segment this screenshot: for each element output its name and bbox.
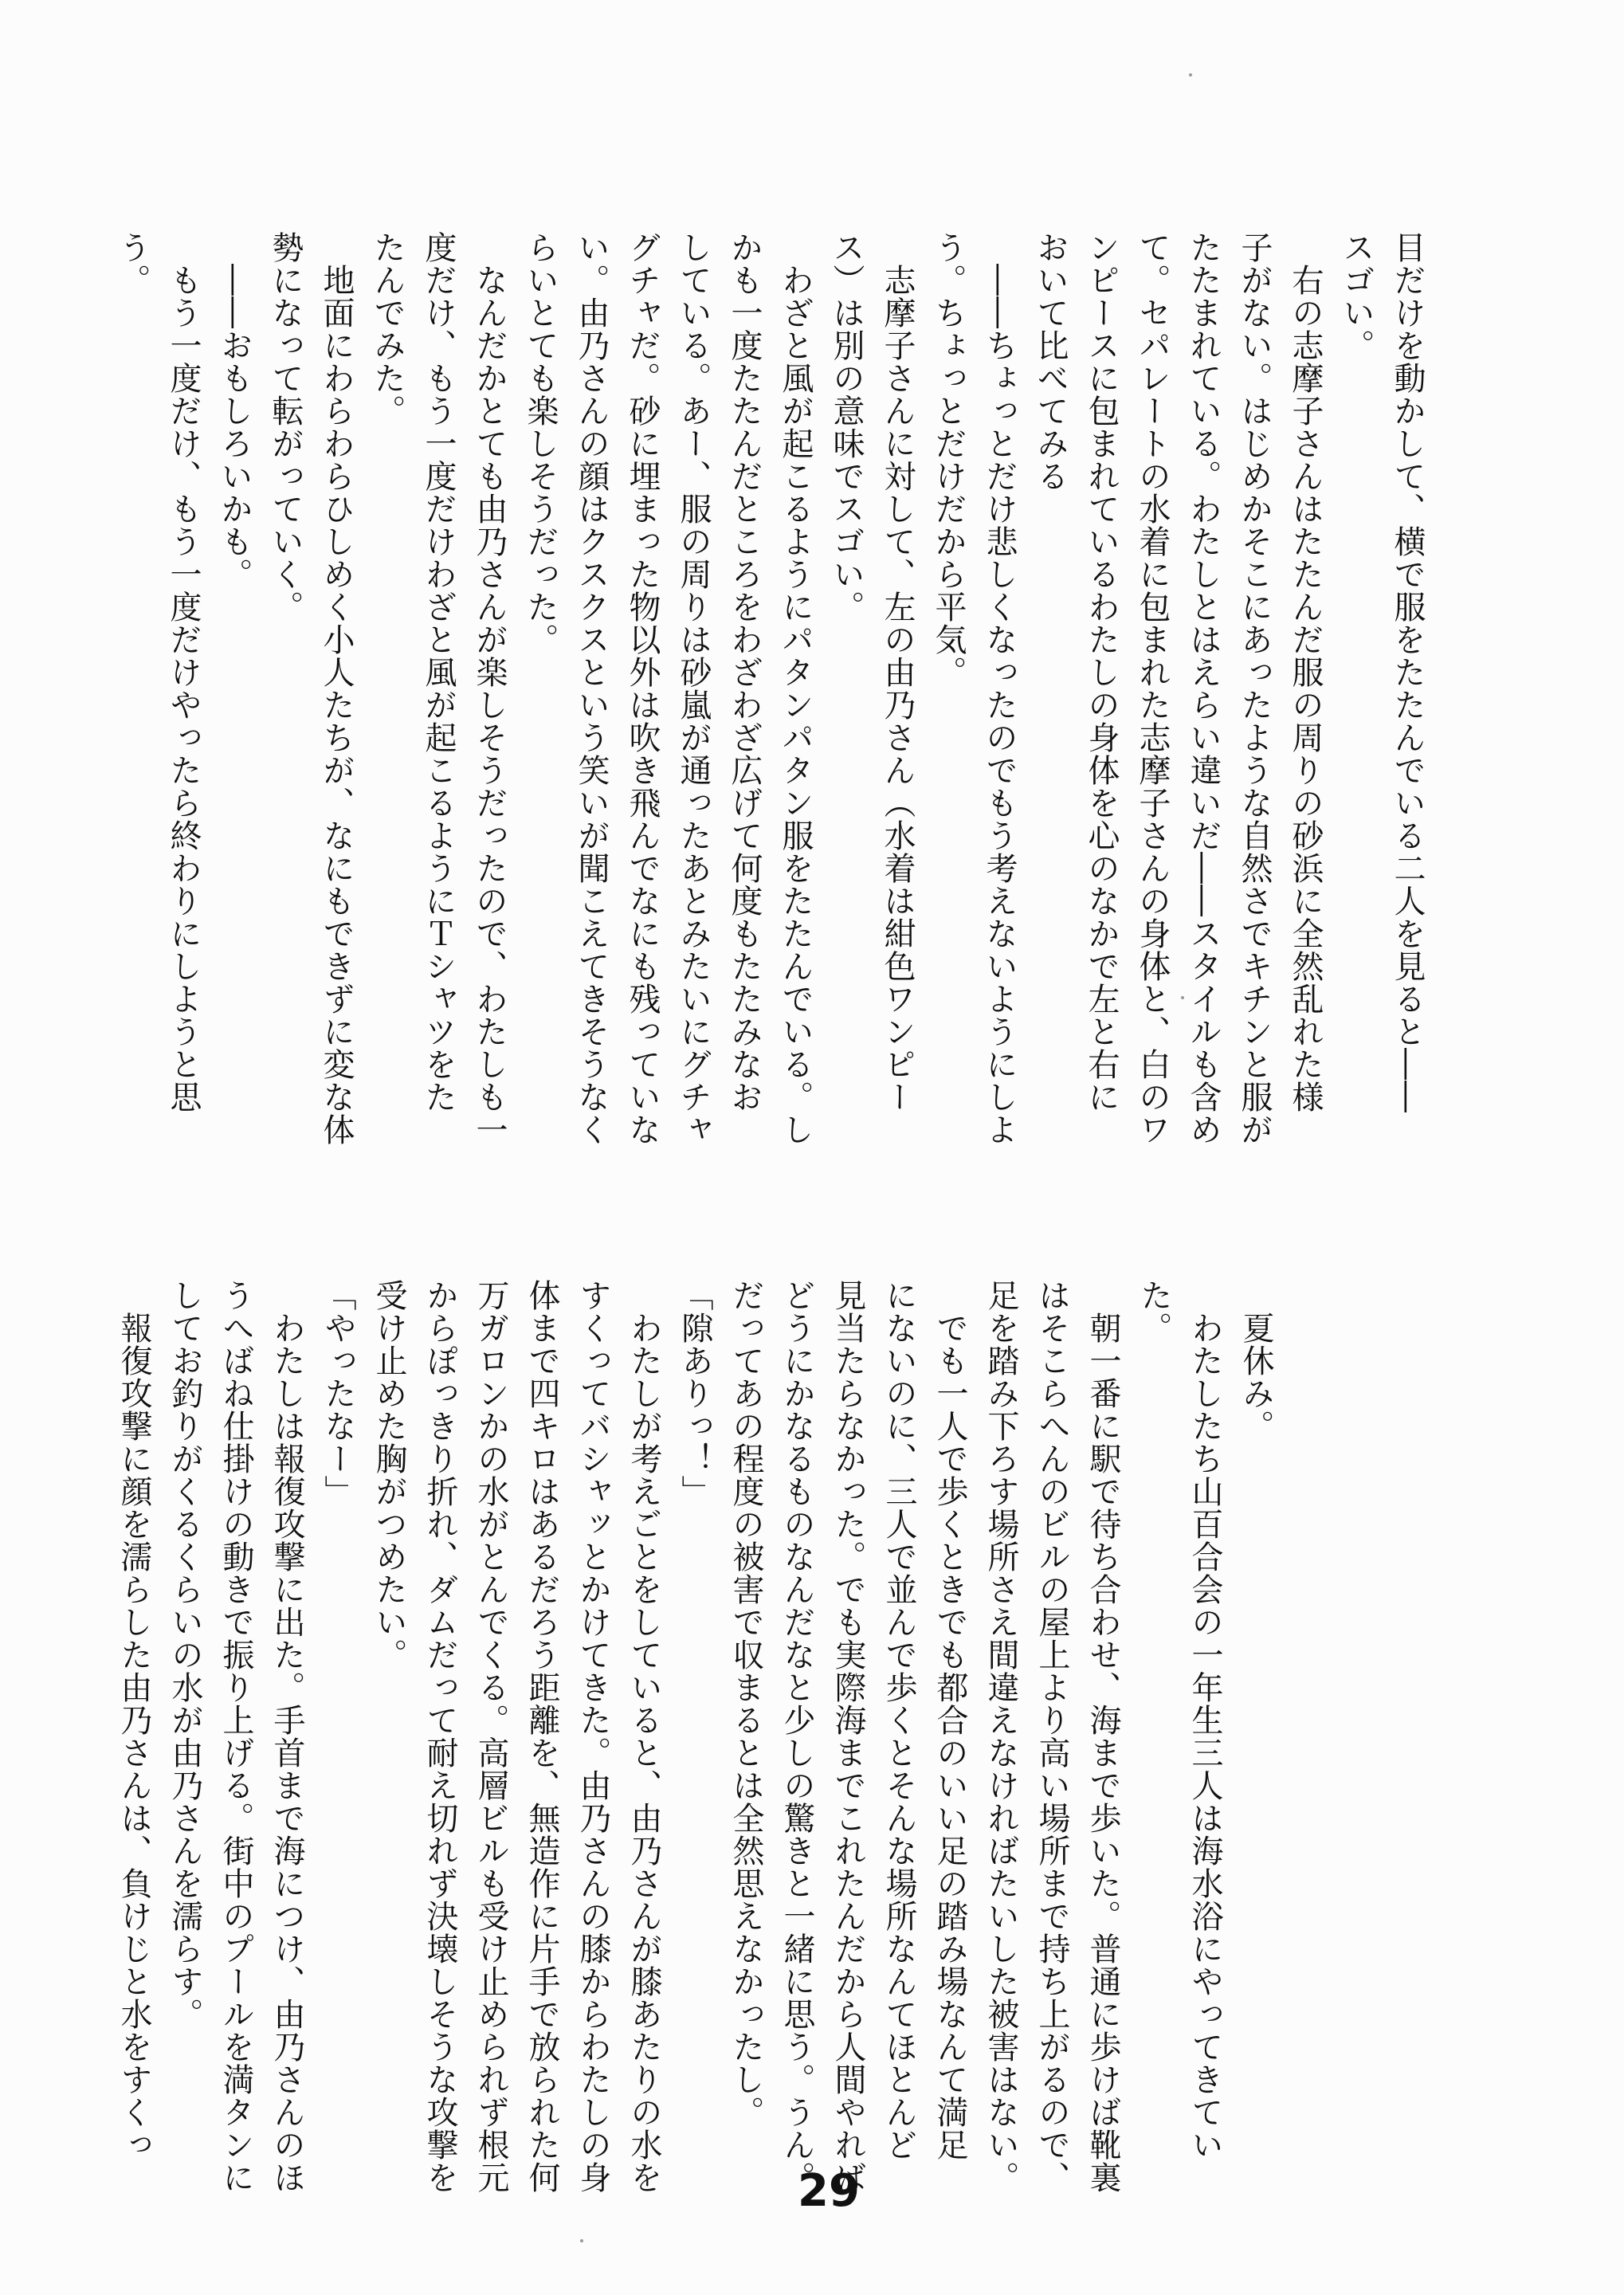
text-line: 右の志摩子さんはたたんだ服の周りの砂浜に全然乱れた様 (1287, 231, 1324, 1113)
text-line: 見当たらなかった。でも実際海までこれたんだから人間やれば (830, 1279, 866, 2194)
text-line: スゴい。 (1338, 231, 1375, 362)
text-line: からぽっきり折れ、ダムだって耐え切れず決壊しそうな攻撃を (422, 1279, 458, 2194)
scan-speck (1189, 73, 1192, 76)
text-line: 万ガロンかの水がとんでくる。高層ビルも受け止められず根元 (473, 1279, 509, 2194)
text-line: かも一度たたんだところをわざわざ広げて何度もたたみなお (726, 231, 763, 1113)
page-number: 29 (798, 2165, 860, 2217)
text-line: ――ちょっとだけ悲しくなったのでもう考えないようにしよ (981, 231, 1018, 1146)
text-line: わたしが考えごとをしていると、由乃さんが膝あたりの水を (626, 1279, 662, 2194)
text-line: 子がない。はじめかそこにあったような自然さでキチンと服が (1236, 231, 1273, 1146)
scan-speck (1181, 996, 1184, 999)
text-line: だってあの程度の被害で収まるとは全然思えなかったし。 (728, 1279, 764, 2128)
text-line: ンピースに包まれているわたしの身体を心のなかで左と右に (1083, 231, 1120, 1113)
text-line: わざと風が起こるようにパタンパタン服をたたんでいる。し (777, 231, 814, 1146)
text-line: 目だけを動かして、横で服をたたんでいる二人を見ると―― (1389, 231, 1426, 1113)
text-line: 「隙ありっ！」 (677, 1279, 713, 1508)
text-line: 受け止めた胸がつめたい。 (371, 1279, 407, 1671)
text-line: 志摩子さんに対して、左の由乃さん（水着は紺色ワンピー (879, 231, 916, 1113)
text-line: 夏休み。 (1238, 1279, 1274, 1442)
text-line: グチャだ。砂に埋まった物以外は吹き飛んでなにも残っていな (624, 231, 661, 1146)
text-line: 度だけ、もう一度だけわざと風が起こるようにＴシャツをた (420, 231, 457, 1113)
text-line: 地面にわらわらひしめく小人たちが、なにもできずに変な体 (318, 231, 355, 1146)
text-line: たたまれている。わたしとはえらい違いだ――スタイルも含め (1185, 231, 1222, 1146)
text-line: て。セパレートの水着に包まれた志摩子さんの身体と、白のワ (1134, 231, 1171, 1146)
text-line: 報復攻撃に顔を濡らした由乃さんは、負けじと水をすくっ (116, 1279, 152, 2161)
text-line: わたしは報復攻撃に出た。手首まで海につけ、由乃さんのほ (269, 1279, 305, 2194)
text-line: もう一度だけ、もう一度だけやったら終わりにしようと思 (165, 231, 202, 1113)
text-line: 足を踏み下ろす場所さえ間違えなければたいした被害はない。 (983, 1279, 1019, 2194)
text-line: 「やったなー」 (320, 1279, 356, 1508)
text-line: た。 (1136, 1279, 1172, 1344)
text-line: ――おもしろいかも。 (216, 231, 253, 590)
text-line: してお釣りがくるくらいの水が由乃さんを濡らす。 (167, 1279, 203, 2030)
text-line: はそこらへんのビルの屋上より高い場所まで持ち上がるので、 (1034, 1279, 1070, 2194)
scan-speck (580, 2239, 583, 2242)
text-line: うへばね仕掛けの動きで振り上げる。街中のプールを満タンに (218, 1279, 254, 2194)
text-line: でも一人で歩くときでも都合のいい足の踏み場なんて満足 (932, 1279, 968, 2161)
text-line: 朝一番に駅で待ち合わせ、海まで歩いた。普通に歩けば靴裏 (1085, 1279, 1121, 2194)
text-line: している。あー、服の周りは砂嵐が通ったあとみたいにグチャ (675, 231, 712, 1146)
text-line: 体まで四キロはあるだろう距離を、無造作に片手で放られた何 (524, 1279, 560, 2194)
text-line: ス）は別の意味でスゴい。 (828, 231, 865, 623)
text-line: らいとても楽しそうだった。 (522, 231, 559, 656)
text-line: 勢になって転がっていく。 (267, 231, 304, 623)
text-line: う。 (114, 231, 151, 296)
text-line: う。ちょっとだけだから平気。 (930, 231, 967, 688)
text-line: すくってバシャッとかけてきた。由乃さんの膝からわたしの身 (575, 1279, 611, 2194)
text-line: おいて比べてみる (1032, 231, 1069, 492)
text-line: にないのに、三人で並んで歩くとそんな場所なんてほとんど (881, 1279, 917, 2161)
text-line: わたしたち山百合会の一年生三人は海水浴にやってきてい (1187, 1279, 1223, 2161)
text-line: たんでみた。 (369, 231, 406, 427)
text-line: い。由乃さんの顔はクスクスという笑いが聞こえてきそうなく (573, 231, 610, 1146)
text-line: どうにかなるものなんだなと少しの驚きと一緒に思う。うん。 (779, 1279, 815, 2194)
upper-text-block (107, 231, 1433, 1267)
lower-text-block (108, 1279, 1281, 2203)
text-line: なんだかとても由乃さんが楽しそうだったので、わたしも一 (471, 231, 508, 1146)
